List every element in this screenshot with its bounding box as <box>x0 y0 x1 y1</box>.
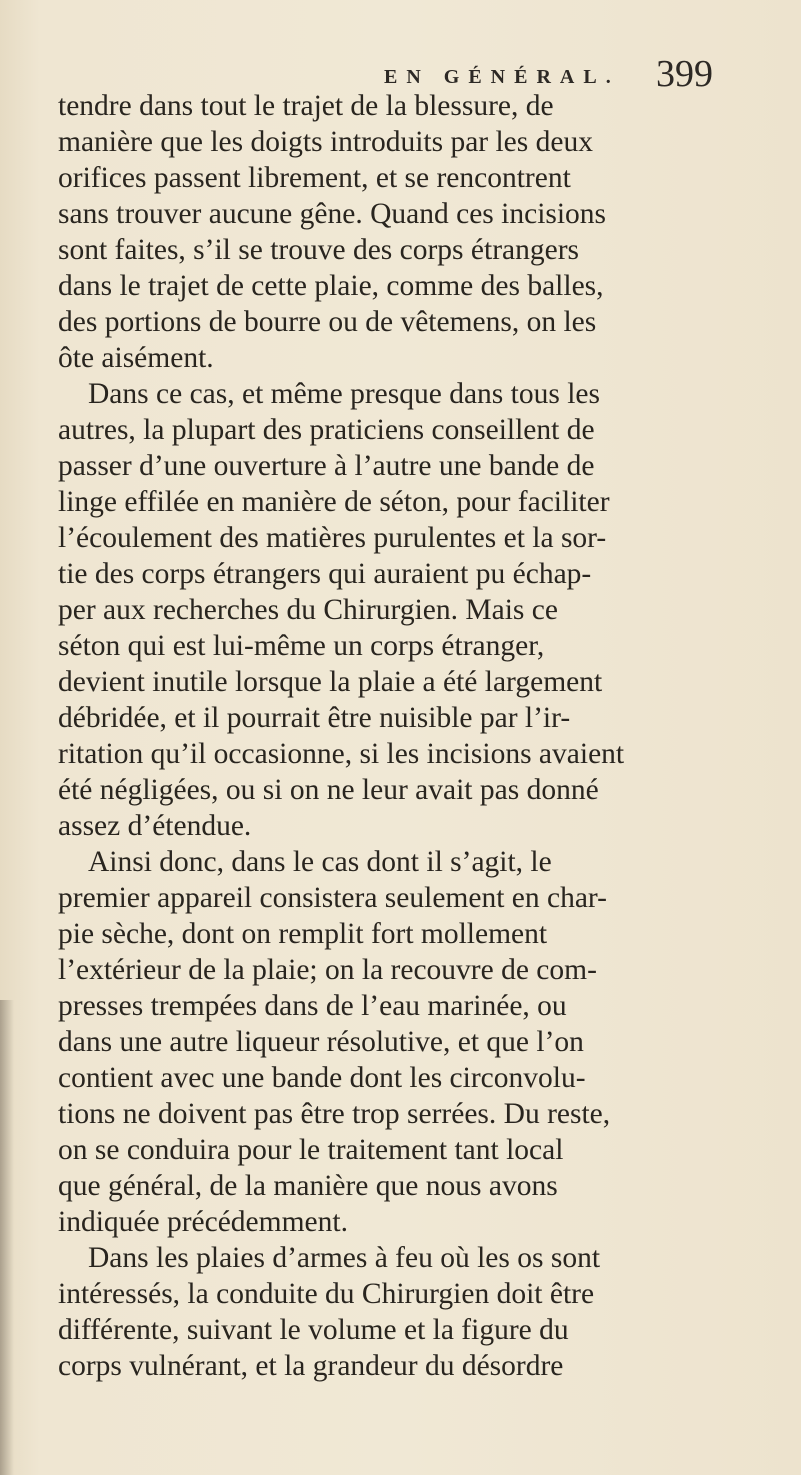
text-line: on se conduira pour le traitement tant local <box>58 1134 564 1166</box>
running-head-title: EN GÉNÉRAL. <box>384 66 620 88</box>
text-line: des portions de bourre ou de vêtemens, on les <box>58 306 597 338</box>
text-line: orifices passent librement, et se rencontrent <box>58 162 571 194</box>
text-line: débridée, et il pourrait être nuisible par l’ir- <box>58 702 571 734</box>
text-line: Dans les plaies d’armes à feu où les os sont <box>88 1242 601 1274</box>
text-line: ritation qu’il occasionne, si les incisions avaient <box>58 738 625 770</box>
text-line: manière que les doigts introduits par les deux <box>58 126 593 158</box>
text-line: assez d’étendue. <box>58 810 252 842</box>
text-line: différente, suivant le volume et la figure du <box>58 1314 569 1346</box>
text-line: tions ne doivent pas être trop serrées. Du reste, <box>58 1098 611 1130</box>
text-line: séton qui est lui-même un corps étranger, <box>58 630 545 662</box>
text-line: dans le trajet de cette plaie, comme des balles, <box>58 270 604 302</box>
text-line: que général, de la manière que nous avons <box>58 1170 558 1202</box>
text-line: corps vulnérant, et la grandeur du désordre <box>58 1350 564 1382</box>
text-line: l’écoulement des matières purulentes et la sor- <box>58 522 607 554</box>
text-line: linge effilée en manière de séton, pour faciliter <box>58 486 610 518</box>
page-number: 399 <box>656 53 713 95</box>
text-line: dans une autre liqueur résolutive, et que l’on <box>58 1026 584 1058</box>
text-line: contient avec une bande dont les circonvolu- <box>58 1062 586 1094</box>
page-edge-shadow <box>0 1000 14 1475</box>
text-line: été négligées, ou si on ne leur avait pas donné <box>58 774 599 806</box>
text-line: Ainsi donc, dans le cas dont il s’agit, le <box>88 846 552 878</box>
text-line: autres, la plupart des praticiens conseillent de <box>58 414 595 446</box>
text-line: pie sèche, dont on remplit fort mollement <box>58 918 548 950</box>
text-line: passer d’une ouverture à l’autre une bande de <box>58 450 595 482</box>
text-line: l’extérieur de la plaie; on la recouvre de com- <box>58 954 597 986</box>
text-line: intéressés, la conduite du Chirurgien doit être <box>58 1278 595 1310</box>
text-line: tendre dans tout le trajet de la blessure, de <box>58 90 554 122</box>
text-line: tie des corps étrangers qui auraient pu échap- <box>58 558 592 590</box>
text-line: per aux recherches du Chirurgien. Mais ce <box>58 594 558 626</box>
text-line: sans trouver aucune gêne. Quand ces incisions <box>58 198 607 230</box>
text-line: premier appareil consistera seulement en char- <box>58 882 607 914</box>
text-line: presses trempées dans de l’eau marinée, ou <box>58 990 567 1022</box>
text-line: Dans ce cas, et même presque dans tous les <box>88 378 600 410</box>
text-line: indiquée précédemment. <box>58 1206 348 1238</box>
text-line: ôte aisément. <box>58 342 214 374</box>
text-line: devient inutile lorsque la plaie a été largement <box>58 666 603 698</box>
text-line: sont faites, s’il se trouve des corps étrangers <box>58 234 580 266</box>
